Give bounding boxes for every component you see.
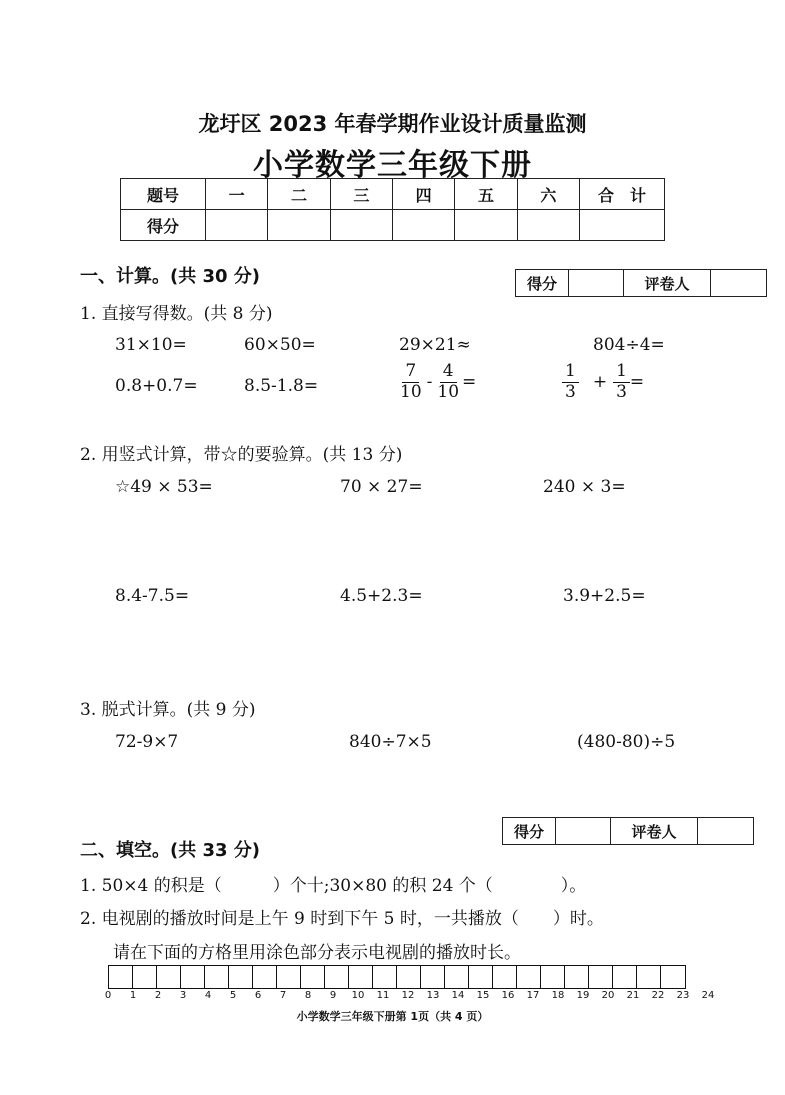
score-cell[interactable] [392,210,454,241]
grader-box-2 [502,817,754,845]
timeline-tick-label: 12 [401,990,415,1001]
numerator: 1 [562,362,579,383]
q1-item: 31×10= [115,335,187,355]
timeline-tick-label: 6 [254,990,262,1001]
grader-name-label: 评卷人 [611,818,698,845]
score-table-col: 五 [455,179,517,210]
timeline-grid[interactable] [108,965,686,989]
timeline-cell[interactable] [637,966,661,988]
denominator: 3 [565,381,576,402]
equals: = [629,372,645,393]
score-table-row2-label: 得分 [121,210,206,241]
fraction [434,362,462,402]
timeline-cell[interactable] [517,966,541,988]
q2-item: 3.9+2.5= [563,586,646,606]
grader-name-label: 评卷人 [624,270,711,297]
timeline-tick-label: 11 [376,990,390,1001]
timeline-cell[interactable] [133,966,157,988]
score-cell[interactable] [268,210,330,241]
q1-label: 1. 直接写得数。(共 8 分) [80,304,273,324]
timeline-tick-label: 21 [626,990,640,1001]
section1-title: 一、计算。(共 30 分) [80,266,261,287]
operator: - [426,372,433,393]
q1-item: 0.8+0.7= [115,376,198,396]
timeline-tick-label: 23 [676,990,690,1001]
grader-score-field[interactable] [569,270,624,297]
timeline-tick-label: 16 [501,990,515,1001]
score-cell[interactable] [517,210,579,241]
score-table-col: 四 [392,179,454,210]
timeline-tick-label: 19 [576,990,590,1001]
grader-name-field[interactable] [698,818,754,845]
timeline-tick-label: 7 [279,990,287,1001]
grader-score-label: 得分 [516,270,569,297]
timeline-cell[interactable] [565,966,589,988]
q1-item: 804÷4= [593,335,665,355]
exam-title: 龙圩区 2023 年春学期作业设计质量监测 [198,112,587,136]
q2-item: ☆49 × 53= [115,477,213,497]
timeline-cell[interactable] [157,966,181,988]
timeline-cell[interactable] [397,966,421,988]
timeline-tick-label: 5 [229,990,237,1001]
section2-title: 二、填空。(共 33 分) [80,840,261,861]
q3-label: 3. 脱式计算。(共 9 分) [80,700,256,720]
timeline-tick-label: 20 [601,990,615,1001]
score-table [120,178,665,241]
fraction [397,362,425,402]
timeline-cell[interactable] [229,966,253,988]
timeline-cell[interactable] [205,966,229,988]
q2-item: 70 × 27= [340,477,423,497]
q1-item: 8.5-1.8= [244,376,319,396]
timeline-tick-label: 14 [451,990,465,1001]
grader-name-field[interactable] [711,270,767,297]
timeline-cell[interactable] [541,966,565,988]
score-table-row1-label: 题号 [121,179,206,210]
equals: = [462,372,477,393]
timeline-tick-label: 9 [329,990,337,1001]
page-footer: 小学数学三年级下册第 1页（共 4 页） [296,1010,489,1023]
timeline-tick-label: 3 [179,990,187,1001]
timeline-tick-label: 18 [551,990,565,1001]
q2-item: 8.4-7.5= [115,586,190,606]
score-cell[interactable] [580,210,665,241]
score-table-header-row [121,179,665,210]
timeline-ticks [104,990,715,1004]
fraction [562,362,579,402]
q1-item: 29×21≈ [399,335,471,355]
score-table-col: 二 [268,179,330,210]
timeline-cell[interactable] [181,966,205,988]
timeline-tick-label: 10 [351,990,365,1001]
timeline-cell[interactable] [493,966,517,988]
score-cell[interactable] [206,210,268,241]
timeline-tick-label: 8 [304,990,312,1001]
fraction [613,362,630,402]
timeline-tick-label: 1 [129,990,137,1001]
score-table-col: 合 计 [580,179,665,210]
timeline-tick-label: 13 [426,990,440,1001]
grader-score-field[interactable] [556,818,611,845]
timeline-tick-label: 22 [651,990,665,1001]
timeline-tick-label: 24 [701,990,715,1001]
denominator: 10 [400,381,422,402]
timeline-tick-label: 17 [526,990,540,1001]
grader-box-1 [515,269,767,297]
denominator: 10 [437,381,460,402]
timeline-tick-label: 4 [204,990,212,1001]
score-table-col: 六 [517,179,579,210]
numerator: 1 [613,362,630,383]
s2-q1: 1. 50×4 的积是（ ）个十;30×80 的积 24 个（ ）。 [80,876,587,896]
timeline-cell[interactable] [661,966,685,988]
timeline-tick-label: 0 [104,990,112,1001]
q2-item: 4.5+2.3= [340,586,423,606]
score-table-col: 三 [330,179,392,210]
score-table-score-row [121,210,665,241]
q3-item: 840÷7×5 [349,732,432,752]
timeline-cell[interactable] [253,966,277,988]
q2-label: 2. 用竖式计算，带☆的要验算。(共 13 分) [80,445,403,465]
score-table-col: 一 [206,179,268,210]
timeline-cell[interactable] [589,966,613,988]
operator: + [592,372,608,393]
timeline-cell[interactable] [277,966,301,988]
s2-q2-instruction: 请在下面的方格里用涂色部分表示电视剧的播放时长。 [113,943,521,963]
timeline-cell[interactable] [445,966,469,988]
timeline-tick-label: 2 [154,990,162,1001]
timeline-cell[interactable] [349,966,373,988]
denominator: 3 [616,381,627,402]
timeline-cell[interactable] [325,966,349,988]
score-cell[interactable] [330,210,392,241]
score-cell[interactable] [455,210,517,241]
timeline-cell[interactable] [109,966,133,988]
timeline-cell[interactable] [301,966,325,988]
timeline-tick-label: 15 [476,990,490,1001]
fraction-expression-2 [562,362,644,402]
grader-score-label: 得分 [503,818,556,845]
exam-subtitle: 小学数学三年级下册 [253,148,532,183]
q3-item: 72-9×7 [115,732,179,752]
timeline-cell[interactable] [613,966,637,988]
numerator: 4 [440,362,457,383]
numerator: 7 [402,362,419,383]
timeline-cell[interactable] [469,966,493,988]
q1-item: 60×50= [244,335,316,355]
q2-item: 240 × 3= [543,477,626,497]
timeline-cell[interactable] [373,966,397,988]
fraction-expression-1 [397,362,476,402]
s2-q2: 2. 电视剧的播放时间是上午 9 时到下午 5 时，一共播放（ ）时。 [80,909,604,929]
q3-item: (480-80)÷5 [577,732,676,752]
timeline-cell[interactable] [421,966,445,988]
